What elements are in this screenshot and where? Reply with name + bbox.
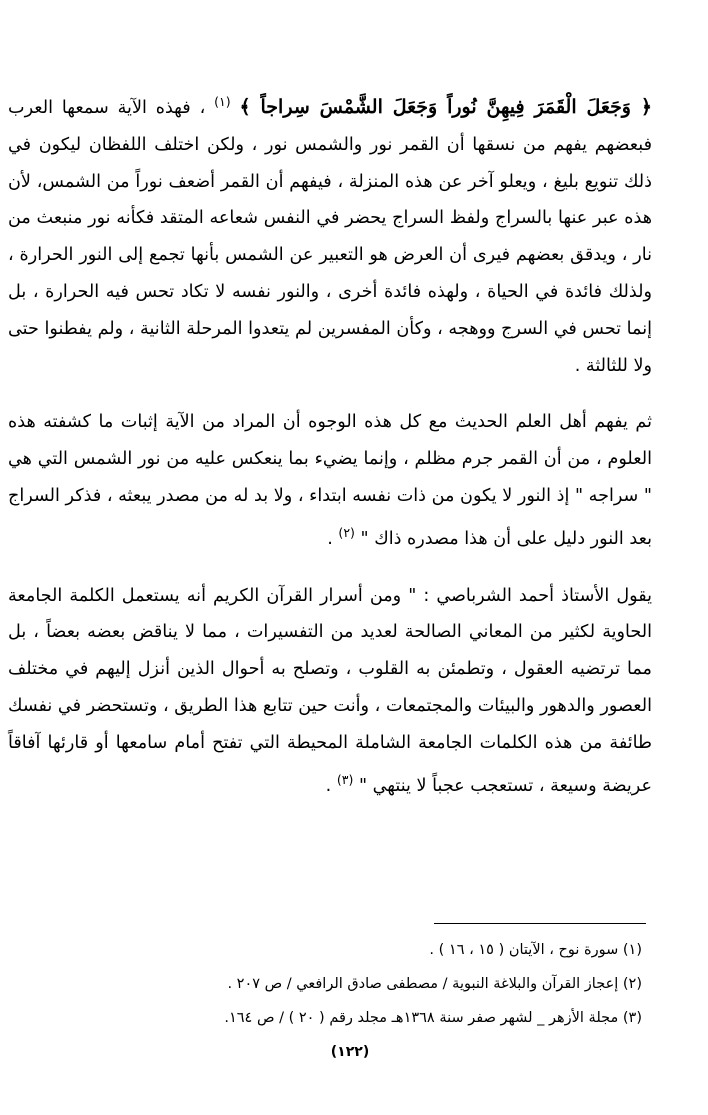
footnote-3: (٣) مجلة الأزهر _ لشهر صفر سنة ١٣٦٨هـ مجلد رقم ( ٢٠ ) / ص ١٦٤. xyxy=(224,1010,642,1026)
paragraph-1 xyxy=(8,84,652,384)
paragraph-3 xyxy=(8,578,652,805)
footnote-1: (١) سورة نوح ، الآيتان ( ١٥ ، ١٦ ) . xyxy=(429,942,642,958)
footnote-ref-3: (٣) xyxy=(336,771,354,787)
paragraph-3-end: . xyxy=(325,775,332,796)
footnote-ref-2: (٢) xyxy=(338,524,355,540)
paragraph-2-end: . xyxy=(327,528,333,549)
paragraph-2 xyxy=(8,404,652,557)
paragraph-1-text: ، فهذه الآية سمعها العرب فبعضهم يفهم من نسقها أن القمر نور والشمس نور ، ولكن اختلف اللفظان ليكون في ذلك تنويع بليغ ، ويعلو آخر عن هذه المنزلة ، فيفهم أن القمر أضعف نوراً من الشمس، لأن هذه عبر عنها بالسراج ولفظ السراج يحضر في النفس شعاعه المتقد فكأنه نور منبعث من نار ، ويدقق بعضهم فيرى أن العرض هو التعبير عن الشمس بأنها تجمع إلى النور الحرارة ، ولذلك فائدة في الحياة ، ولهذه فائدة أخرى ، والنور نفسه لا تكاد تحس فيه الحرارة ، بل إنما تحس في السرج ووهجه ، وكأن المفسرين لم يتعدوا المرحلة الثانية ، ولم يفطنوا حتى ولا للثالثة . xyxy=(8,98,652,376)
paragraph-2-text: ثم يفهم أهل العلم الحديث مع كل هذه الوجوه أن المراد من الآية إثبات ما كشفته هذه العلوم ، من أن القمر جرم مظلم ، وإنما يضيء بما ينعكس عليه من نور الشمس التي هي " سراجه " إذ النور لا يكون من ذات نفسه ابتداء ، ولا بد له من مصدر يبعثه ، فذكر السراج بعد النور دليل على أن هذا مصدره ذاك " xyxy=(8,412,652,549)
main-text xyxy=(8,84,652,804)
paragraph-3-text: يقول الأستاذ أحمد الشرباصي : " ومن أسرار القرآن الكريم أنه يستعمل الكلمة الجامعة الحاوية لكثير من المعاني الصالحة لعديد من التفسيرات ، مما لا يناقض بعضه بعضاً ، بل مما ترتضيه العقول ، وتطمئن به القلوب ، وتصلح به أحوال الذين أنزل إليهم في مختلف العصور والدهور والبيئات والمجتمعات ، وأنت حين تتابع هذا الطريق ، وتستحضر في نفسك طائفة من هذه الكلمات الجامعة الشاملة المحيطة التي تفتح أمام سامعها أو قارئها آفاقاً عريضة وسيعة ، تستعجب عجباً لا ينتهي " xyxy=(8,585,652,796)
footnote-ref-1: (١) xyxy=(214,94,231,109)
footnote-2: (٢) إعجاز القرآن والبلاغة النبوية / مصطفى صادق الرافعي / ص ٢٠٧ . xyxy=(227,976,642,992)
footnotes xyxy=(16,933,642,1035)
page-number: (١٢٢) xyxy=(330,1044,370,1060)
footnote-separator xyxy=(434,923,646,924)
quran-verse: ﴿ وَجَعَلَ الْقَمَرَ فِيهِنَّ نُوراً وَجَعَلَ الشَّمْسَ سِراجاً ﴾ xyxy=(239,96,653,118)
